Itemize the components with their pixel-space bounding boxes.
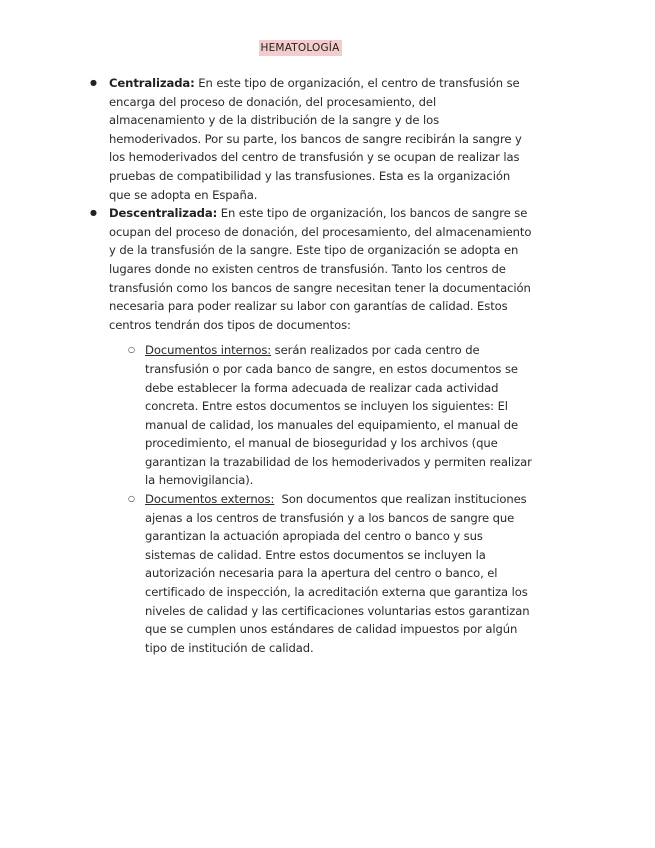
document-body [90, 74, 532, 657]
subitem-text: serán realizados por cada centro de transfusión o por cada banco de sangre, en estos documentos se debe establecer la forma adecuada de realizar cada actividad concreta. Entre estos documentos se incluyen los siguientes: El manual de calidad, los manuales del equipamiento, el manual de procedimiento, el manual de bioseguridad y los archivos (que garantizan la trazabilidad de los hemoderivados y permiten realizar la hemovigilancia). [145, 343, 532, 488]
subitem-term: Documentos externos: [145, 492, 275, 507]
document-types-list [109, 341, 532, 657]
item-term: Descentralizada: [109, 206, 218, 221]
sublist-item-internos [145, 341, 532, 490]
organization-list [90, 74, 532, 657]
list-item-centralizada [90, 74, 532, 204]
header-title: HEMATOLOGÍA [260, 42, 340, 54]
subitem-term: Documentos internos: [145, 343, 272, 358]
page-header [0, 36, 600, 56]
item-text: En este tipo de organización, el centro de transfusión se encarga del proceso de donación, del procesamiento, del almacenamiento y de la distribución de la sangre y de los hemoderivados. Por su parte, los bancos de sangre recibirán la sangre y los hemoderivados del centro de transfusión y se ocupan de realizar las pruebas de compatibilidad y las transfusiones. Esta es la organización que se adopta en España. [109, 76, 522, 202]
sublist-item-externos [145, 490, 532, 657]
item-text: En este tipo de organización, los bancos de sangre se ocupan del proceso de donación, del procesamiento, del almacenamiento y de la transfusión de la sangre. Este tipo de organización se adopta en lugares donde no existen centros de transfusión. Tanto los centros de transfusión como los bancos de sangre necesitan tener la documentación necesaria para poder realizar su labor con garantías de calidad. Estos centros tendrán dos tipos de documentos: [109, 206, 532, 332]
list-item-descentralizada [90, 204, 532, 657]
subitem-text: Son documentos que realizan instituciones ajenas a los centros de transfusión y a los bancos de sangre que garantizan la actuación apropiada del centro o banco y sus sistemas de calidad. Entre estos documentos se incluyen la autorización necesaria para la apertura del centro o banco, el certificado de inspección, la acreditación externa que garantiza los niveles de calidad y las certificaciones voluntarias estos garantizan que se cumplen unos estándares de calidad impuestos por algún tipo de institución de calidad. [145, 492, 534, 655]
item-term: Centralizada: [109, 76, 195, 90]
